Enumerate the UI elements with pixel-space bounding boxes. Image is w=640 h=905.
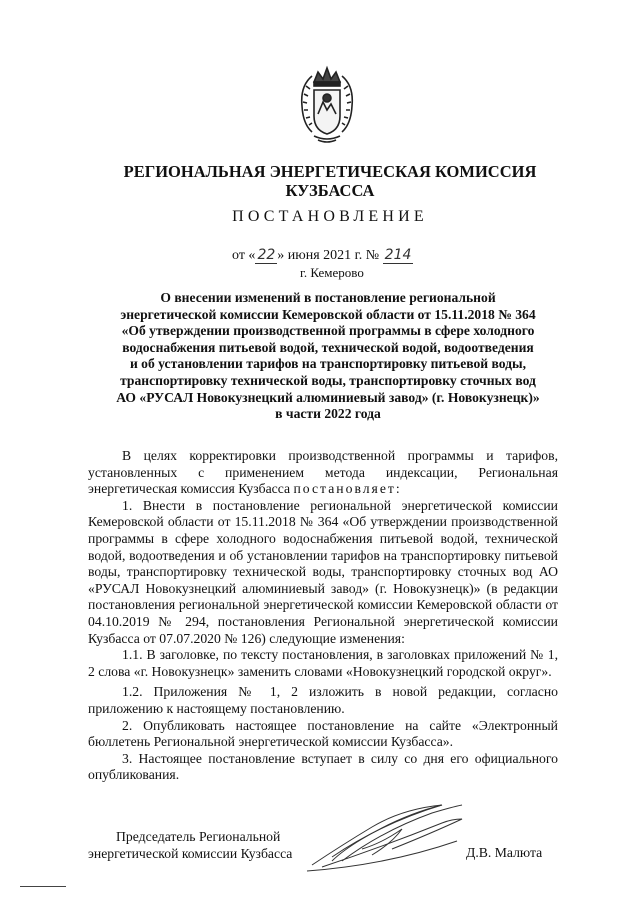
position-line-1: Председатель Региональной [116, 829, 281, 844]
paragraph-item-1-2: 1.2. Приложения № 1, 2 изложить в новой редакции, согласно приложению к настоящему постановлению. [88, 684, 558, 716]
paragraph-item-1: 1. Внести в постановление региональной энергетической комиссии Кемеровской области от 15.11.2018 № 364 «Об утверждении производственной программы в сфере холодного водоснабжения питьевой водой, технической водой, водоотведения и об установлении тарифов на транспортировку питьевой воды, транспортировку технической воды, транспортировку сточных вод АО «РУСАЛ Новокузнецкий алюминиевый завод» (г. Новокузнецк)» (в редакции постановления региональной энергетической комиссии Кемеровской области от 04.10.2019 № 294, постановления Региональной энергетической комиссии Кузбасса от 07.07.2020 № 126) следующие изменения: [88, 497, 558, 646]
organization-name [90, 162, 570, 200]
document-body [88, 448, 558, 784]
title-line: транспортировку технической воды, транспортировку сточных вод [120, 372, 536, 388]
title-line: «Об утверждении производственной программы в сфере холодного [121, 323, 535, 339]
signatory-position [88, 828, 292, 862]
title-line: АО «РУСАЛ Новокузнецкий алюминиевый завод» (г. Новокузнецк)» [116, 389, 540, 405]
paragraph-preamble [88, 448, 558, 498]
org-line-1: РЕГИОНАЛЬНАЯ ЭНЕРГЕТИЧЕСКАЯ КОМИССИЯ [123, 162, 537, 181]
date-day-handwritten: 22 [257, 247, 276, 263]
document-type: ПОСТАНОВЛЕНИЕ [232, 208, 428, 225]
title-line: О внесении изменений в постановление региональной [160, 290, 496, 305]
margin-mark-line [20, 886, 66, 887]
signatory-name: Д.В. Малюта [466, 845, 543, 860]
position-line-2: энергетической комиссии Кузбасса [88, 846, 293, 861]
document-title [88, 290, 568, 423]
preamble-text: В целях корректировки производственной программы и тарифов, установленных с применением метода индексации, Региональная энергетическая комиссия Кузбасса [88, 448, 558, 497]
city: г. Кемерово [300, 265, 364, 280]
date-prefix: от « [232, 248, 256, 263]
title-line: энергетической комиссии Кемеровской области от 15.11.2018 № 364 [120, 306, 536, 322]
date-line [232, 247, 413, 264]
handwritten-signature [302, 795, 472, 875]
document-number-handwritten: 214 [384, 247, 412, 263]
paragraph-item-3: 3. Настоящее постановление вступает в силу со дня его официального опубликования. [88, 750, 558, 783]
kuzbass-coat-of-arms-emblem [292, 62, 362, 148]
paragraph-item-2: 2. Опубликовать настоящее постановление на сайте «Электронный бюллетень Региональной энергетической комиссии Кузбасса». [88, 717, 558, 750]
date-mid: » июня 2021 г. № [277, 248, 380, 263]
title-line: и об установлении тарифов на транспортировку питьевой воды, [129, 356, 527, 372]
org-line-2: КУЗБАССА [285, 181, 375, 200]
preamble-resolves: постановляет: [293, 481, 402, 497]
title-line: в части 2022 года [275, 406, 381, 422]
paragraph-item-1-1: 1.1. В заголовке, по тексту постановления, в заголовках приложений № 1, 2 слова «г. Новокузнецк» заменить словами «Новокузнецкий городской округ». [88, 647, 558, 679]
title-line: водоснабжения питьевой водой, технической водой, водоотведения [122, 339, 534, 355]
